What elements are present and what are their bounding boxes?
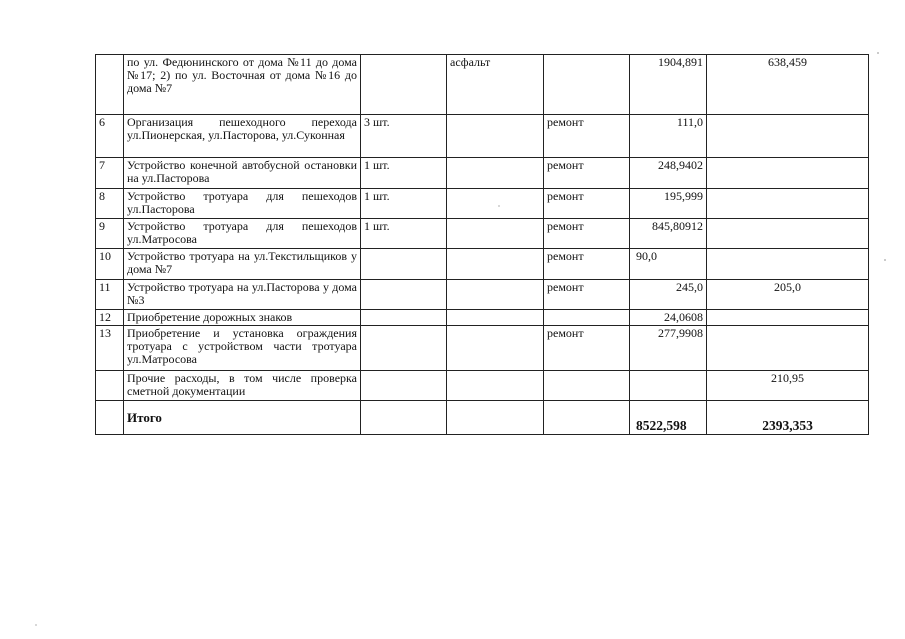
- row-number: 8: [96, 189, 124, 219]
- row-quantity: [361, 249, 447, 280]
- scan-speck: [877, 52, 879, 54]
- row-material: асфальт: [447, 55, 544, 115]
- row-number: 10: [96, 249, 124, 280]
- row-quantity: 1 шт.: [361, 189, 447, 219]
- row-material: [447, 115, 544, 158]
- row-material: [447, 326, 544, 371]
- row-description: Организация пешеходного перехода ул.Пионерская, ул.Пасторова, ул.Суконная: [124, 115, 361, 158]
- row-material: [447, 280, 544, 310]
- table-row: [96, 158, 869, 189]
- row-amount-2: [707, 310, 869, 326]
- total-label: Итого: [124, 401, 361, 435]
- table-row: [96, 115, 869, 158]
- row-amount-2: [707, 158, 869, 189]
- scan-speck: [498, 205, 500, 207]
- row-description: Устройство тротуара для пешеходов ул.Матросова: [124, 219, 361, 249]
- row-amount-1: [630, 371, 707, 401]
- row-amount-1: 24,0608: [630, 310, 707, 326]
- table-row: [96, 249, 869, 280]
- row-description: Прочие расходы, в том числе проверка сметной документации: [124, 371, 361, 401]
- row-material: [447, 219, 544, 249]
- row-quantity: 3 шт.: [361, 115, 447, 158]
- scan-speck: [35, 624, 37, 626]
- row-work-type: ремонт: [544, 280, 630, 310]
- row-description: Устройство тротуара для пешеходов ул.Пасторова: [124, 189, 361, 219]
- table-row: [96, 310, 869, 326]
- row-number: 12: [96, 310, 124, 326]
- row-number: 11: [96, 280, 124, 310]
- row-work-type: ремонт: [544, 158, 630, 189]
- row-description: Приобретение и установка ограждения тротуара с устройством части тротуара ул.Матросова: [124, 326, 361, 371]
- row-number: 6: [96, 115, 124, 158]
- row-amount-2: [707, 219, 869, 249]
- row-number: [96, 55, 124, 115]
- row-description: Устройство тротуара на ул.Текстильщиков у дома №7: [124, 249, 361, 280]
- budget-table: [95, 54, 869, 435]
- row-work-type: ремонт: [544, 326, 630, 371]
- row-amount-1: 111,0: [630, 115, 707, 158]
- row-amount-2: 205,0: [707, 280, 869, 310]
- row-quantity: 1 шт.: [361, 219, 447, 249]
- row-quantity: [361, 310, 447, 326]
- table-row: [96, 280, 869, 310]
- total-material: [447, 401, 544, 435]
- row-material: [447, 310, 544, 326]
- total-row: [96, 401, 869, 435]
- row-amount-1: 248,9402: [630, 158, 707, 189]
- total-amount-2: 2393,353: [707, 401, 869, 435]
- row-amount-1: 195,999: [630, 189, 707, 219]
- row-work-type: ремонт: [544, 249, 630, 280]
- row-amount-2: [707, 326, 869, 371]
- table-row: [96, 371, 869, 401]
- row-work-type: ремонт: [544, 219, 630, 249]
- row-work-type: [544, 310, 630, 326]
- row-amount-2: [707, 189, 869, 219]
- row-material: [447, 158, 544, 189]
- row-amount-2: 638,459: [707, 55, 869, 115]
- row-amount-1: 1904,891: [630, 55, 707, 115]
- row-quantity: [361, 326, 447, 371]
- row-work-type: ремонт: [544, 189, 630, 219]
- row-description: по ул. Федюнинского от дома №11 до дома №17; 2) по ул. Восточная от дома №16 до дома №7: [124, 55, 361, 115]
- row-material: [447, 371, 544, 401]
- row-amount-1: 845,80912: [630, 219, 707, 249]
- row-quantity: [361, 55, 447, 115]
- row-material: [447, 249, 544, 280]
- row-number: 9: [96, 219, 124, 249]
- row-material: [447, 189, 544, 219]
- total-number: [96, 401, 124, 435]
- total-amount-1: 8522,598: [630, 401, 707, 435]
- row-description: Устройство тротуара на ул.Пасторова у дома №3: [124, 280, 361, 310]
- row-description: Устройство конечной автобусной остановки на ул.Пасторова: [124, 158, 361, 189]
- row-number: 7: [96, 158, 124, 189]
- row-description: Приобретение дорожных знаков: [124, 310, 361, 326]
- row-number: 13: [96, 326, 124, 371]
- row-amount-2: [707, 249, 869, 280]
- row-number: [96, 371, 124, 401]
- scan-speck: [884, 259, 886, 261]
- row-amount-1: 245,0: [630, 280, 707, 310]
- row-work-type: [544, 55, 630, 115]
- table-row: [96, 326, 869, 371]
- row-amount-2: [707, 115, 869, 158]
- row-quantity: 1 шт.: [361, 158, 447, 189]
- total-work-type: [544, 401, 630, 435]
- row-work-type: [544, 371, 630, 401]
- row-amount-1: 277,9908: [630, 326, 707, 371]
- table-row: [96, 189, 869, 219]
- table-row: [96, 55, 869, 115]
- row-quantity: [361, 371, 447, 401]
- row-amount-1: 90,0: [630, 249, 707, 280]
- table-row: [96, 219, 869, 249]
- row-quantity: [361, 280, 447, 310]
- row-work-type: ремонт: [544, 115, 630, 158]
- total-quantity: [361, 401, 447, 435]
- row-amount-2: 210,95: [707, 371, 869, 401]
